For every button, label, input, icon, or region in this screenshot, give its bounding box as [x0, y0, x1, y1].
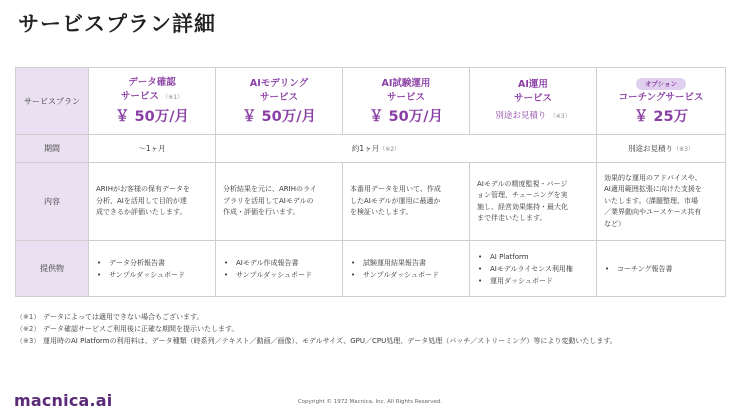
row-label-period: 期間	[16, 135, 89, 163]
footnote	[16, 323, 617, 335]
content-line: ／業界動向やユースケース共有	[604, 208, 702, 217]
macnica-logo: macnica.ai	[14, 391, 113, 410]
plan-price: ￥ 50万/月	[114, 109, 190, 125]
footnote-mark: （※2）	[16, 325, 41, 333]
deliverable-item: • サンプルダッシュボード	[351, 269, 469, 281]
content-line: AI適用範囲拡張に向けた支援を	[604, 185, 702, 194]
footnote-text: データによっては適用できない場合もございます。	[43, 313, 204, 321]
deliverables-cell	[216, 241, 343, 297]
plan-note: （※3）	[549, 113, 571, 120]
content-line: ARIHがお客様の保有データを	[96, 185, 190, 194]
plan-name: コーチングサービス	[618, 91, 704, 103]
copyright: Copyright © 1972 Macnica, Inc. All Rights Reserved.	[297, 399, 443, 405]
content-line: 本番用データを用いて、作成	[350, 185, 441, 194]
period-text: 別途お見積り	[628, 144, 674, 153]
plan-price: ￥ 50万/月	[368, 108, 444, 125]
plan-coaching	[597, 68, 726, 135]
content-line: 分析、AIを活用して目的が達	[96, 196, 187, 205]
plan-price: ￥ 25万	[633, 108, 689, 125]
page-title: サービスプラン詳細	[18, 12, 216, 36]
content-cell	[470, 163, 597, 241]
plan-ai-modeling	[216, 68, 343, 135]
deliverable-item: • 試験運用結果報告書	[351, 257, 469, 269]
option-badge: オプション	[636, 78, 686, 90]
period-note: （※2）	[379, 146, 401, 153]
period-cell	[89, 135, 216, 163]
footnote-mark: （※3）	[16, 337, 41, 345]
content-cell	[597, 163, 726, 241]
content-cell	[216, 163, 343, 241]
content-line: を検証いたします。	[350, 208, 413, 217]
period-text: 約1ヶ月	[351, 144, 380, 153]
content-line: 施し、経営効果維持・最大化	[477, 202, 568, 211]
plan-ai-operation	[470, 68, 597, 135]
deliverable-item: • AIモデル作成報告書	[224, 257, 342, 269]
plan-name-sub: サービス	[386, 91, 425, 103]
deliverable-item: • 運用ダッシュボード	[478, 275, 596, 287]
content-line: ョン管理、チューニングを実	[477, 191, 568, 199]
plan-ai-trial	[343, 68, 470, 135]
plan-name: AI試験運用	[381, 77, 431, 89]
deliverables-cell	[343, 241, 470, 297]
footnote	[16, 311, 617, 323]
row-label-plan: サービスプラン	[16, 68, 89, 135]
deliverable-item: • AIモデルライセンス利用権	[478, 263, 596, 275]
footnote	[16, 335, 617, 347]
content-cell	[343, 163, 470, 241]
plan-name-sub: サービス	[120, 91, 159, 102]
deliverable-item: • AI Platform	[478, 251, 596, 263]
deliverables-cell	[470, 241, 597, 297]
content-line: 作成・評価を行います。	[223, 208, 300, 217]
period-text: ～1ヶ月	[138, 144, 166, 153]
row-label-deliverables: 提供物	[16, 241, 89, 297]
plan-name-sub: サービス	[259, 91, 298, 103]
deliverable-item: • データ分析報告書	[97, 257, 215, 269]
deliverable-item: • コーチング報告書	[605, 263, 725, 275]
content-cell	[89, 163, 216, 241]
content-line: 効果的な運用のアドバイスや、	[604, 173, 702, 182]
content-line: いたします。（課題整理、市場	[604, 196, 698, 205]
plan-header-row	[16, 68, 726, 135]
period-cell	[216, 135, 597, 163]
plan-price-sub: 別途お見積り	[495, 111, 547, 121]
content-line: ブラリを活用してAIモデルの	[223, 196, 314, 205]
content-line: 成できるか評価いたします。	[96, 208, 187, 217]
plan-name-sub: サービス	[513, 93, 552, 104]
period-cell	[597, 135, 726, 163]
content-line: まで伴走いたします。	[477, 214, 547, 222]
period-row	[16, 135, 726, 163]
deliverable-item: • サンプルダッシュボード	[97, 269, 215, 281]
content-line: 分析結果を元に、ARIHのライ	[223, 185, 317, 194]
deliverables-cell	[89, 241, 216, 297]
plan-note: （※1）	[162, 94, 184, 101]
plan-price: ￥ 50万/月	[241, 108, 317, 125]
plan-name: AIモデリング	[249, 77, 309, 89]
plan-name: データ確認	[128, 77, 176, 88]
content-line: したAIモデルが運用に最適か	[350, 196, 441, 205]
content-row	[16, 163, 726, 241]
deliverables-row	[16, 241, 726, 297]
footnote-text: データ確認サービスご利用後に正確な期間を提示いたします。	[43, 325, 239, 333]
content-line: AIモデルの精度監視・バージ	[477, 179, 568, 188]
footnote-mark: （※1）	[16, 313, 41, 321]
content-line: など）	[604, 219, 625, 228]
footnotes	[16, 311, 617, 347]
row-label-content: 内容	[16, 163, 89, 241]
footnote-text: 運用時のAI Platformの利用料は、データ種類（時系列／テキスト／動画／画像）、モデルサイズ、GPU／CPU処理、データ処理（バッチ／ストリーミング）等により変動いたします。	[43, 337, 617, 345]
period-note: （※3）	[673, 146, 694, 153]
deliverables-cell	[597, 241, 726, 297]
plan-name: AI運用	[518, 79, 548, 90]
service-plan-table	[15, 67, 726, 297]
plan-data-check	[89, 68, 216, 135]
deliverable-item: • サンプルダッシュボード	[224, 269, 342, 281]
